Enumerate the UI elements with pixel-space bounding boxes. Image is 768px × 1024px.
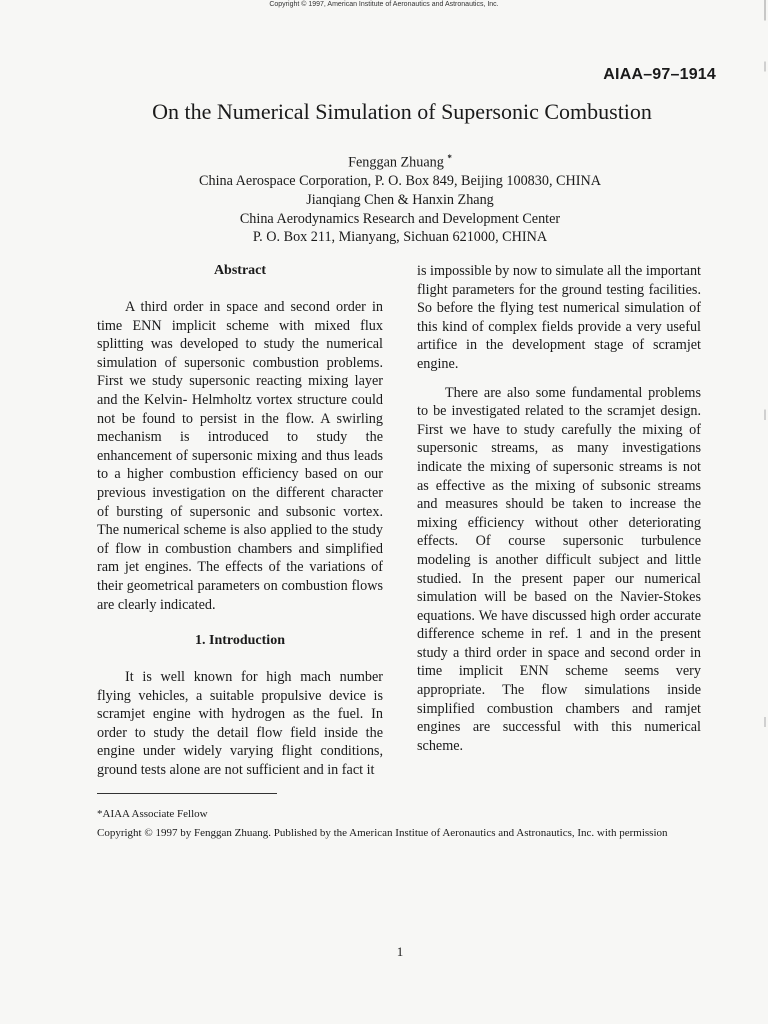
- right-column: [417, 262, 701, 755]
- author-line-1: [0, 149, 768, 172]
- introduction-heading: 1. Introduction: [195, 633, 285, 649]
- affiliation-2-line-1: China Aerodynamics Research and Development Center: [239, 210, 561, 227]
- left-column: [97, 262, 383, 780]
- footnote-copyright: Copyright © 1997 by Fenggan Zhuang. Published by the American Institue of Aeronautics and Astronautics, Inc. with permission: [97, 827, 668, 839]
- author-1-name: Fenggan Zhuang: [348, 154, 444, 171]
- introduction-para-1-end: is impossible by now to simulate all the important flight parameters for the ground testing facilities. So before the flying test numerical simulation of this kind of complex fields provide a very useful artifice in the development stage of scramjet engine.: [417, 263, 701, 372]
- abstract-text: A third order in space and second order in time ENN implicit scheme with mixed flux splitting was developed to study the numerical simulation of supersonic combustion problems. First we study supersonic reacting mixing layer and the Kelvin- Helmholtz vortex structure could not be found to persist in the flow. A swirling mechanism is introduced to study the enhancement of supersonic mixing and thus leads to a higher combustion efficiency based on our previous investigation on the different character of bursting of supersonic and subsonic vortex. The numerical scheme is also applied to the study of flow in combustion chambers and simplified ram jet engines. The effects of the variations of their geometrical parameters on combustion flows are clearly indicated.: [97, 299, 383, 613]
- affiliation-2-line-2: P. O. Box 211, Mianyang, Sichuan 621000, CHINA: [252, 229, 548, 246]
- introduction-para-1-start: It is well known for high mach number flying vehicles, a suitable propulsive device is scramjet engine with hydrogen as the fuel. In order to study the detail flow field inside the engine under widely varying flight conditions, ground tests alone are not sufficient and in fact it: [97, 669, 383, 779]
- author-2-names: Jianqiang Chen & Hanxin Zhang: [306, 191, 494, 208]
- top-copyright-line: Copyright © 1997, American Institute of Aeronautics and Astronautics, Inc.: [269, 1, 499, 8]
- author-block: [0, 149, 768, 247]
- paper-number: AIAA–97–1914: [603, 66, 716, 83]
- scan-edge-mark: [764, 0, 766, 1024]
- footnote-divider: [97, 793, 277, 794]
- introduction-para-2: There are also some fundamental problems to be investigated related to the scramjet design. First we have to study carefully the mixing of supersonic streams, as many investigations indicate the mixing of supersonic streams is not as effective as the mixing of subsonic streams and measures should be taken to increase the mixing efficiency without other deteriorating effects. Of course supersonic turbulence modeling is another difficult subject and little studied. In the present paper our numerical simulation will be based on the Navier-Stokes equations. We have discussed high order accurate difference scheme in ref. 1 and in the present study a third order in space and second order in time implicit ENN scheme seems very appropriate. The flow simulations inside simplified combustion chambers and ramjet engines are successful with this numerical scheme.: [417, 384, 701, 754]
- abstract-heading: Abstract: [213, 263, 267, 278]
- affiliation-1: China Aerospace Corporation, P. O. Box 849, Beijing 100830, CHINA: [199, 173, 601, 190]
- fellow-marker-icon: *: [447, 153, 452, 163]
- footnote-fellow: *AIAA Associate Fellow: [97, 808, 208, 820]
- page-number: 1: [396, 944, 404, 959]
- paper-title: On the Numerical Simulation of Supersonic Combustion: [152, 99, 652, 124]
